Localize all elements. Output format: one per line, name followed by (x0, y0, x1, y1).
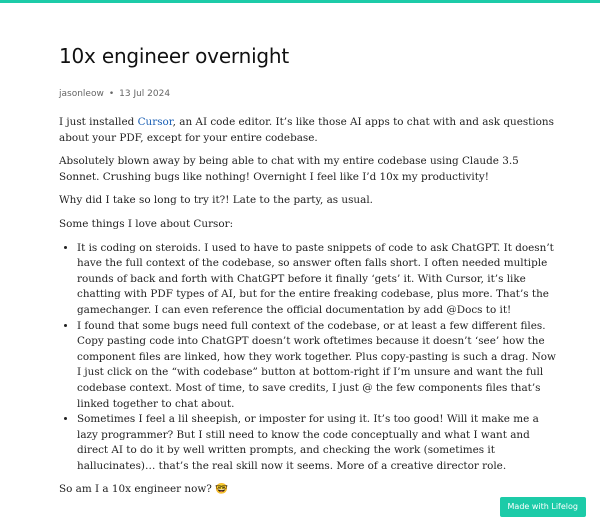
list-item: • I found that some bugs need full context of the codebase, or at least a few different files. Copy pasting code into ChatGPT doesn’t work oftetimes because it doesn’t ‘see’ how the component files are linked, how they work together. Plus copy-pasting is such a drag. Now I just click on the “with codebase” button at bottom-right if I’m unsure and want the full codebase context. Most of time, to save credits, I just @ the few components files that’s linked together to chat about. (77, 319, 559, 413)
intro-text-before: I just installed (59, 116, 138, 128)
cursor-love-list (59, 241, 559, 475)
paragraph: Why did I take so long to try it?! Late to the party, as usual. (59, 194, 373, 207)
post-date: 13 Jul 2024 (119, 89, 171, 99)
made-with-lifelog-button[interactable]: Made with Lifelog (500, 497, 586, 517)
closing-paragraph: So am I a 10x engineer now? 🤓 (59, 483, 229, 496)
post-body (59, 115, 559, 506)
meta-separator: • (108, 89, 115, 99)
paragraph: Absolutely blown away by being able to chat with my entire codebase using Claude 3.5 Sonnet. Crushing bugs like nothing! Overnight I feel like I’d 10x my productivity! (59, 155, 519, 183)
top-accent-bar (0, 0, 600, 3)
cursor-link[interactable]: Cursor (137, 116, 173, 128)
list-item: • Sometimes I feel a lil sheepish, or imposter for using it. It’s too good! Will it make me a lazy programmer? But I still need to know the code conceptually and what I want and direct AI to do it by well written prompts, and checking the work (sometimes it hallucinates)… that’s the real skill now it seems. More of a creative director role. (77, 412, 559, 474)
author-name[interactable]: jasonleow (59, 89, 104, 99)
paragraph: Some things I love about Cursor: (59, 217, 234, 230)
intro-text-after: , an AI code editor. It’s like those AI apps to chat with and ask questions about your PDF, except for your entire codebase. (59, 116, 554, 144)
post-meta (59, 89, 170, 99)
post-title: 10x engineer overnight (59, 44, 290, 68)
intro-paragraph (59, 115, 559, 146)
list-item: • It is coding on steroids. I used to have to paste snippets of code to ask ChatGPT. It doesn’t have the full context of the codebase, so answer often falls short. I often needed multiple rounds of back and forth with ChatGPT before it finally ‘gets’ it. With Cursor, it’s like chatting with PDF types of AI, but for the entire freaking codebase, plus more. That’s the gamechanger. I can even reference the official documentation by add @Docs to it! (77, 241, 559, 319)
